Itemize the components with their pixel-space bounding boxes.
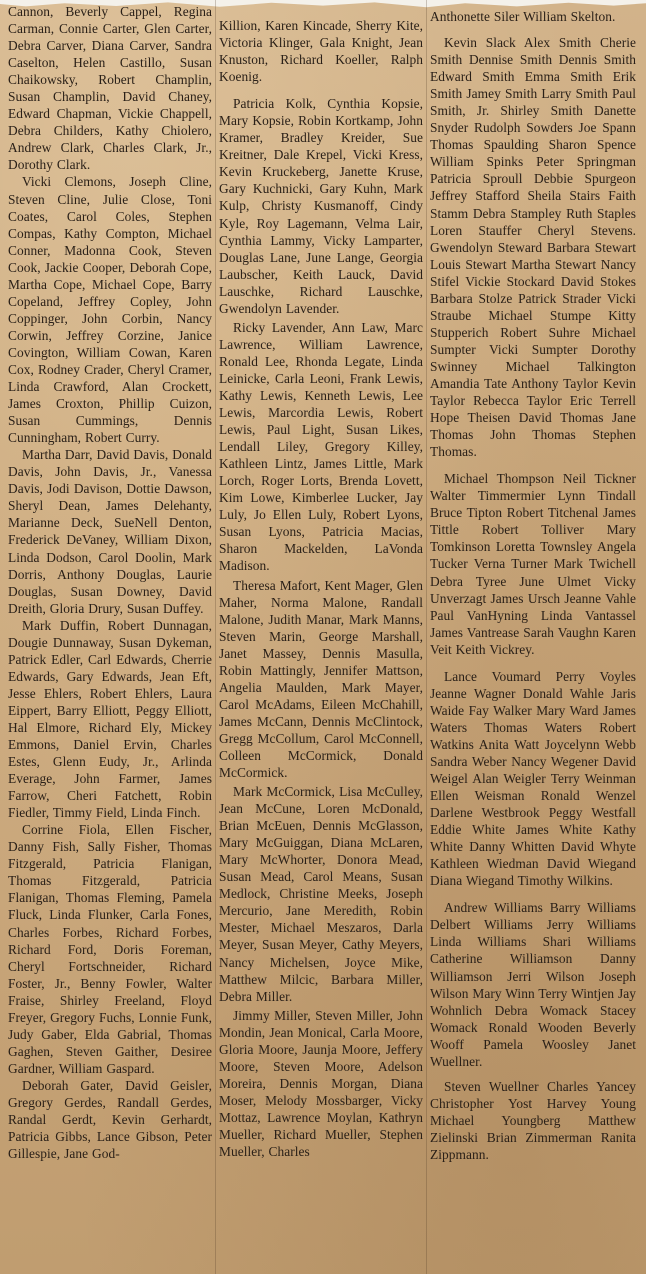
name-paragraph: Kevin Slack Alex Smith Cherie Smith Dennise Smith Dennis Smith Edward Smith Emma Smith Erik Smith Jamey Smith Larry Smith Paul Smith, Jr. Shirley Smith Danette Snyder Rudolph Sowders Joe Spann Thomas Spaulding Sharon Spence William Spinks Peter Springman Patricia Sproull Debbie Spurgeon Jeffrey Stafford Sheila Stairs Faith Stamm Debra Stampley Ruth Staples Loren Stauffer Cheryl Stevens. Gwendolyn Steward Barbara Stewart Louis Stewart Martha Stewart Nancy Stifel Vickie Stockard David Stokes Barbara Stolze Patrick Strader Vicki Straube Michael Stumpe Kitty Stupperich Robert Suhre Michael Sumpter Vicki Sumpter Dorothy Swinney Michael Talkington Amandia Tate Anthony Taylor Kevin Taylor Rebecca Taylor Eric Terrell Hope Theisen David Thomas Jane Thomas John Thomas Stephen Thomas. bbox=[430, 35, 636, 460]
name-paragraph: Mark Duffin, Robert Dunnagan, Dougie Dunnaway, Susan Dykeman, Patrick Edler, Carl Edwards, Cherrie Edwards, Gary Edwards, Jean Eft, Jesse Ehlers, Robert Ehlers, Laura Eippert, Barry Elliott, Peggy Elliott, Hal Elmore, Richard Ely, Mickey Emmons, Daniel Ervin, Charles Estes, Glenn Eudy, Jr., Arlinda Everage, John Farmer, James Farrow, Cheri Fatchett, Robin Fiedler, Timmy Field, Linda Finch. bbox=[8, 617, 212, 821]
name-paragraph: Corrine Fiola, Ellen Fischer, Danny Fish, Sally Fisher, Thomas Fitzgerald, Patricia Flanigan, Thomas Fitzgerald, Patricia Flanigan, Thomas Fleming, Pamela Fluck, Linda Flunker, Carla Fones, Charles Forbes, Richard Forbes, Richard Ford, Doris Foreman, Cheryl Fortschneider, Richard Foster, Jr., Benny Fowler, Walter Fraise, Shirley Freeland, Floyd Freyer, Gregory Fuchs, Lonnie Funk, Judy Gaber, Elda Gabrial, Thomas Gaghen, Steven Gaither, Desiree Gardner, William Gaspard. bbox=[8, 822, 212, 1076]
name-paragraph: Cannon, Beverly Cappel, Regina Carman, Connie Carter, Glen Carter, Debra Carver, Diana Carver, Sandra Caselton, Helen Castillo, Susan Chaikowsky, Robert Champlin, Susan Champlin, David Chaney, Edward Chapman, Vickie Chappell, Debra Childers, Kathy Chiolero, Andrew Clark, Charles Clark, Jr., Dorothy Clark. bbox=[8, 4, 212, 173]
column-1 bbox=[8, 0, 212, 1162]
name-paragraph: Steven Wuellner Charles Yancey Christopher Yost Harvey Young Michael Youngberg Matthew Zielinski Brian Zimmerman Ranita Zippmann. bbox=[430, 1078, 636, 1162]
name-paragraph: Lance Voumard Perry Voyles Jeanne Wagner Donald Wahle Jaris Waide Fay Walker Mary Ward James Waters Thomas Waters Robert Watkins Anita Watt Joycelynn Webb Sandra Weber Nancy Wegener David Weigel Alan Weigler Terry Weinman Ellen Weisman Ronald Wenzel Darlene Westbrook Peggy Westfall Eddie White James White Kathy White Danny Whitten David Whyte Kathleen Wiedman David Wiegand Diana Wiegand Timothy Wilkins. bbox=[430, 668, 636, 889]
name-paragraph: Patricia Kolk, Cynthia Kopsie, Mary Kopsie, Robin Kortkamp, John Kramer, Bradley Kreider, Sue Kreitner, Dale Krepel, Vicki Kress, Kevin Kruckeberg, Janette Kruse, Gary Kuchnicki, Gary Kuhn, Mark Kulp, Christy Kusmanoff, Cindy Kyle, Roy Lagemann, Velma Lair, Cynthia Lammy, Vicky Lamparter, Douglas Lane, June Lange, Georgia Laubscher, Keith Lauck, David Lauschke, Richard Lauschke, Gwendolyn Lavender. bbox=[219, 96, 423, 316]
column-2 bbox=[219, 0, 423, 1160]
name-paragraph: Theresa Mafort, Kent Mager, Glen Maher, Norma Malone, Randall Malone, Judith Manar, Mark Manns, Steven Marin, George Marshall, Janet Massey, Dennis Masulla, Robin Mattingly, Jennifer Mattson, Angelia Maulden, Mark Mayer, Carol McAdams, Eileen McChahill, James McCann, Dennis McClintock, Gregg McCollum, Carol McConnell, Colleen McCormick, Donald McCormick. bbox=[219, 577, 423, 781]
column-divider bbox=[426, 0, 427, 1274]
name-paragraph: Martha Darr, David Davis, Donald Davis, John Davis, Jr., Vanessa Davis, Jodi Davison, Dottie Dawson, Sheryl Dean, James Delehanty, Marianne Deck, SueNell Denton, Frederick DeVaney, William Dixon, Linda Dodson, Carol Doolin, Mark Dorris, Anthony Douglas, Laurie Douglas, Susan Downey, David Dreith, Gloria Drury, Susan Duffey. bbox=[8, 447, 212, 616]
name-paragraph: Killion, Karen Kincade, Sherry Kite, Victoria Klinger, Gala Knight, Jean Knuston, Richard Koeller, Ralph Koenig. bbox=[219, 18, 423, 85]
name-paragraph: Andrew Williams Barry Williams Delbert Williams Jerry Williams Linda Williams Shari Williams Catherine Williamson Danny Williamson Jerri Wilson Joseph Wilson Mary Winn Terry Wintjen Jay Wohnlich Debra Womack Stacey Womack Ronald Wooden Beverly Wooff Pamela Woosley Janet Wuellner. bbox=[430, 900, 636, 1069]
name-paragraph: Michael Thompson Neil Tickner Walter Timmermier Lynn Tindall Bruce Tipton Robert Titchenal James Tittle Robert Tolliver Mary Tomkinson Loretta Townsley Angela Tucker Verna Turner Mark Twichell Debra Tyree June Ulmet Vicky Unverzagt James Ursch Jeanne Vahle Paul VanHyning Linda Vantassel James Vantrease Sarah Vaughn Karen Veit Keith Vickrey. bbox=[430, 471, 636, 657]
name-paragraph: Jimmy Miller, Steven Miller, John Mondin, Jean Monical, Carla Moore, Gloria Moore, Jaunja Moore, Jeffery Moore, Steven Moore, Adelson Moreira, Dennis Morgan, Diana Moser, Melody Mossbarger, Vicky Mottaz, Lawrence Moylan, Kathryn Mueller, Richard Mueller, Stephen Mueller, Charles bbox=[219, 1007, 423, 1160]
name-paragraph: Deborah Gater, David Geisler, Gregory Gerdes, Randall Gerdes, Randal Gerdt, Kevin Gerhardt, Patricia Gibbs, Lance Gibson, Peter Gillespie, Jane God- bbox=[8, 1077, 212, 1162]
name-paragraph: Vicki Clemons, Joseph Cline, Steven Cline, Julie Close, Toni Coates, Carol Coles, Stephen Compas, Kathy Compton, Michael Conner, Madonna Cook, Steven Cook, Jackie Cooper, Deborah Cope, Martha Cope, Michael Cope, Barry Copeland, Jeffrey Copley, John Coppinger, John Corbin, Nancy Corwin, Jeffrey Corzine, Janice Covington, William Cowan, Karen Cox, Rodney Crader, Cheryl Cramer, Linda Crawford, Alan Crockett, James Croxton, Phillip Cuizon, Susan Cummings, Dennis Cunningham, Robert Curry. bbox=[8, 174, 212, 446]
name-paragraph: Ricky Lavender, Ann Law, Marc Lawrence, William Lawrence, Ronald Lee, Rhonda Legate, Linda Leinicke, Carla Leoni, Frank Lewis, Kathy Lewis, Kenneth Lewis, Lee Lewis, Marcordia Lewis, Robert Lewis, Paul Light, Susan Likes, Lendall Liley, Gregory Killey, Kathleen Lintz, James Little, Mark Lorch, Roger Lorts, Brenda Lovett, Kim Lowe, Kimberlee Lucker, Jay Luly, Jo Ellen Luly, Robert Lyons, Susan Lyons, Patricia Macias, Sharon Mackelden, LaVonda Madison. bbox=[219, 319, 423, 574]
column-divider bbox=[215, 0, 216, 1274]
name-paragraph: Mark McCormick, Lisa McCulley, Jean McCune, Loren McDonald, Brian McEuen, Dennis McGlasson, Mary McGuiggan, Diana McLaren, Mary McWhorter, Donora Mead, Susan Mead, Carol Means, Susan Medlock, Christine Meeks, Joseph Mercurio, Jane Meredith, Robin Mester, Michael Meszaros, Darla Meyer, Susan Meyer, Cathy Meyers, Nancy Michelsen, Joyce Mike, Matthew Milcic, Barbara Miller, Debra Miller. bbox=[219, 784, 423, 1004]
column-3 bbox=[430, 0, 636, 1163]
name-paragraph: Anthonette Siler William Skelton. bbox=[430, 9, 616, 24]
